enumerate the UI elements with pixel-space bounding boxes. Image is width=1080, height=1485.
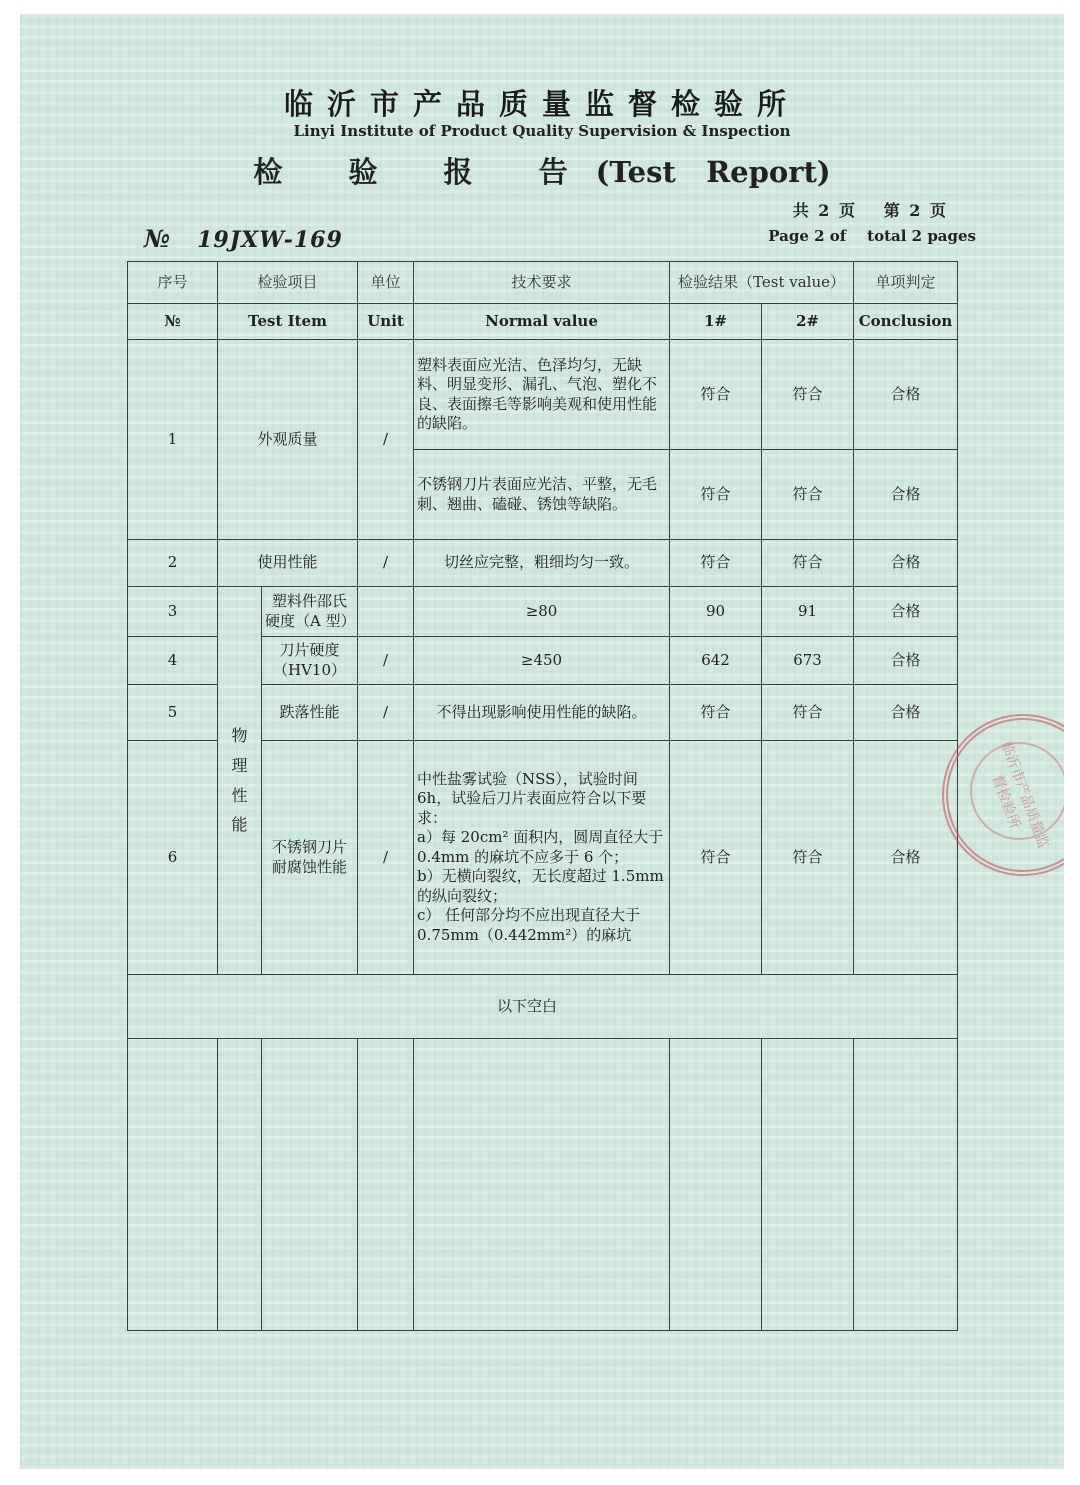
report-title-cn: 检 验 报 告 [253,155,596,189]
blank-note-row [128,975,958,1039]
page-count-en: Page 2 of total 2 pages [768,227,976,245]
row-1-req-a: 塑料表面应光洁、色泽均匀，无缺料、明显变形、漏孔、气泡、塑化不良、表面擦毛等影响美观和使用性能的缺陷。 [414,340,670,450]
row-6-req-line-1: 中性盐雾试验（NSS），试验时间 6h，试验后刀片表面应符合以下要求： [417,769,647,827]
report-title-en: (Test Report) [595,155,831,189]
row-2-no: 2 [128,540,218,587]
row-5-v2: 符合 [762,685,854,741]
header-sample-1: 1# [670,304,762,340]
empty-cell [414,1039,670,1331]
seal-text: 临沂市产品质量监督检验所 [988,739,1052,851]
row-3-req: ≥80 [414,587,670,637]
row-4-item: 刀片硬度（HV10） [262,637,358,685]
blank-note-cell [128,975,958,1039]
empty-cell [358,1039,414,1331]
header-unit-en: Unit [358,304,414,340]
report-title [20,150,1064,191]
header-row-en [128,304,958,340]
row-5-unit: / [358,685,414,741]
row-6-unit: / [358,741,414,975]
header-req-en: Normal value [414,304,670,340]
institute-name-cn: 临沂市产品质量监督检验所 [283,87,800,121]
row-2-req: 切丝应完整，粗细均匀一致。 [414,540,670,587]
row-2-v1: 符合 [670,540,762,587]
header-seq-en: № [128,304,218,340]
row-1-conclusion-a: 合格 [854,340,958,450]
row-6-req [414,741,670,975]
row-3-no: 3 [128,587,218,637]
page-count-cn: 共 2 页 第 2 页 [792,201,946,220]
empty-cell [762,1039,854,1331]
row-4-conclusion: 合格 [854,637,958,685]
institute-name-en: Linyi Institute of Product Quality Supervision & Inspection [293,122,791,140]
table-row [128,340,958,450]
empty-cell [854,1039,958,1331]
row-4-v2: 673 [762,637,854,685]
row-5-no: 5 [128,685,218,741]
header-sample-2: 2# [762,304,854,340]
header-seq-cn: 序号 [128,262,218,304]
row-2-conclusion: 合格 [854,540,958,587]
row-1-v1-b: 符合 [670,450,762,540]
group-label-text: 物理性能 [231,726,248,835]
row-2-item: 使用性能 [218,540,358,587]
header-result-cn: 检验结果（Test value） [670,262,854,304]
row-3-unit [358,587,414,637]
empty-cell [128,1039,218,1331]
row-6-req-line-3: b）无横向裂纹，无长度超过 1.5mm 的纵向裂纹； [417,867,664,905]
empty-cell [670,1039,762,1331]
row-6-no: 6 [128,741,218,975]
row-3-conclusion: 合格 [854,587,958,637]
report-page [20,14,1064,1469]
row-5-v1: 符合 [670,685,762,741]
row-3-item: 塑料件邵氏硬度（A 型） [262,587,358,637]
row-4-req: ≥450 [414,637,670,685]
official-seal [942,714,1064,876]
header-conclusion-cn: 单项判定 [854,262,958,304]
row-4-unit: / [358,637,414,685]
row-1-v1-a: 符合 [670,340,762,450]
row-3-v2: 91 [762,587,854,637]
empty-row [128,1039,958,1331]
row-2-unit: / [358,540,414,587]
test-results-table [127,261,958,1331]
blank-note: 以下空白 [497,996,558,1015]
group-label-physical [218,587,262,975]
row-1-no: 1 [128,340,218,540]
document-number-value: 19JXW-169 [197,227,343,253]
table-row [128,540,958,587]
row-6-req-line-2: a）每 20cm² 面积内，圆周直径大于 0.4mm 的麻坑不应多于 6 个； [417,828,664,866]
row-4-no: 4 [128,637,218,685]
row-1-conclusion-b: 合格 [854,450,958,540]
empty-cell [262,1039,358,1331]
header-item-cn: 检验项目 [218,262,358,304]
row-5-item: 跌落性能 [262,685,358,741]
row-6-conclusion: 合格 [854,741,958,975]
row-2-v2: 符合 [762,540,854,587]
document-number [144,224,343,253]
row-4-v1: 642 [670,637,762,685]
row-1-req-b: 不锈钢刀片表面应光洁、平整，无毛刺、翘曲、磕碰、锈蚀等缺陷。 [414,450,670,540]
row-6-v1: 符合 [670,741,762,975]
table-row [128,587,958,637]
row-5-req: 不得出现影响使用性能的缺陷。 [414,685,670,741]
row-1-item: 外观质量 [218,340,358,540]
header-row-cn [128,262,958,304]
row-6-v2: 符合 [762,741,854,975]
row-1-v2-b: 符合 [762,450,854,540]
row-6-req-line-4: c） 任何部分均不应出现直径大于 0.75mm（0.442mm²）的麻坑 [417,906,641,944]
row-1-unit: / [358,340,414,540]
row-5-conclusion: 合格 [854,685,958,741]
number-symbol: № [144,224,172,253]
row-6-item: 不锈钢刀片耐腐蚀性能 [262,741,358,975]
empty-cell [218,1039,262,1331]
row-1-v2-a: 符合 [762,340,854,450]
header-req-cn: 技术要求 [414,262,670,304]
header-item-en: Test Item [218,304,358,340]
header-unit-cn: 单位 [358,262,414,304]
row-3-v1: 90 [670,587,762,637]
header-conclusion-en: Conclusion [854,304,958,340]
